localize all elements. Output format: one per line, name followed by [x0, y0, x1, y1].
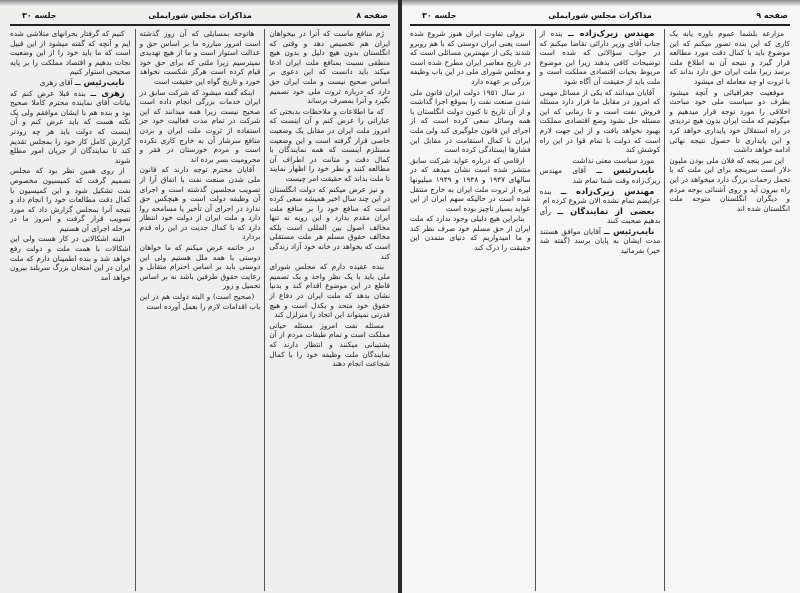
- header-rule: [410, 24, 790, 26]
- paragraph: [540, 187, 661, 206]
- paragraph-text: آقایان میدانند که یکی از مسائل مهمی که امروز در مقابل ما قرار دارد مسئله فروش نفت است و تا زمانی که این مسئله حل نشود وضع اقتصادی مملکت بهبود نخواهد یافت و از این جهت لازم است که دولت با تمام قوا در این راه کوشش کند: [539, 87, 661, 155]
- speaker-name: مهندس زیرک‌زاده ــ: [568, 29, 655, 38]
- paragraph-text: این سر پنجه که فلان ملی بودن ملیون دلار است سرپنجه برای این ملت که با تحمل زحمات بزرگ دارد میخواهد در این راه بیرون آید و روی آشنائی بوجه مردم و دیگران انگلستان متوجه ملت انگلستان شده اند: [669, 155, 790, 213]
- paragraph-text: و نیز عرض میکنم که دولت انگلستان در این چند سال اخیر همیشه سعی کرده است که منافع خود را بر منافع ملت ایران مقدم بدارد و این رویه نه تنها مخالف اصول بین المللی است بلکه مخالف حقوق مسلم هر ملت مستقلی است که بخواهد در خانه خود آزاد زندگی کند: [269, 184, 390, 261]
- paragraph-text: موقعیت جغرافیائی و آنچه میشود بطرف دو سیاست ملی خود مباحث اخلاقی را مورد توجه قرار میدهیم و میگوئیم که ملت ایران بدون هیچ تردیدی در راه استقلال خود پایداری خواهد کرد و این پایداری تا حصول نتیجه نهائی ادامه خواهد داشت: [669, 87, 790, 155]
- paragraph-text: که ما اطلاعات و ملاحظات بدبختی که عباراتی را عرض کنم و آن اینست که امروز ملت ایران در مقابل یک وضعیت خاصی قرار گرفته است و این وضعیت مستلزم اینست که همه نمایندگان با کمال دقت و متانت در اطراف آن مطالعه کنند و نظر خود را اظهار نمایند تا ملت بداند که حقیقت امر چیست: [269, 106, 390, 183]
- paragraph: [140, 243, 261, 291]
- text-column: [264, 29, 394, 591]
- scan-edge: [400, 0, 800, 6]
- paragraph: [140, 29, 261, 87]
- paragraph: [269, 321, 390, 369]
- paragraph-text: بنده از جناب آقای وزیر دارائی تقاضا میکنم که در جواب سؤالاتی که شده است توضیحات کافی بدهند زیرا این موضوع مربوط بحیات اقتصادی مملکت است و ملت باید از حقیقت آن آگاه شود: [539, 29, 661, 86]
- paragraph: [140, 292, 261, 311]
- paragraph-text: نزولی تفاوت ایران هنوز شروع شده است یعنی ایران دوستی که با هم روبرو شدند یکی از مهمترین مسائلی است که در تاریخ معاصر ایران مطرح شده است و مجلس شورای ملی در این باب وظیفه بزرگی بر عهده دارد: [409, 29, 531, 86]
- paragraph: [669, 88, 790, 155]
- right-page: [400, 0, 800, 593]
- paragraph-text: بنابراین هیچ دلیلی وجود ندارد که ملت ایران از حق مسلم خود صرف نظر کند و ما امیدواریم که دنیای متمدن این حقیقت را درک کند: [409, 214, 531, 253]
- paragraph: [540, 88, 661, 155]
- text-column: [6, 29, 135, 591]
- running-title: مذاکرات مجلس شورایملی: [148, 11, 252, 20]
- paragraph: [140, 165, 261, 242]
- paragraph: [10, 78, 131, 88]
- paragraph: [269, 262, 390, 320]
- paragraph-text: آقای زهری: [39, 77, 73, 87]
- paragraph-text: رأی بدهیم صحبت کنند: [539, 206, 661, 226]
- paragraph: [410, 88, 531, 155]
- paragraph-text: بنده عقیده دارم که مجلس شورای ملی باید با یک نظر واحد و یک تصمیم قاطع در این موضوع اقدام کند و بدنیا نشان بدهد که ملت ایران در دفاع از حقوق خود متحد و یکدل است و هیچ قدرتی نمیتواند این اتحاد را متزلزل کند: [269, 262, 390, 320]
- paragraph: [669, 156, 790, 214]
- running-title: مذاکرات مجلس شورایملی: [548, 11, 652, 20]
- paragraph: [10, 29, 131, 77]
- paragraph-text: در خاتمه عرض میکنم که ما خواهان دوستی با همه ملل هستیم ولی این دوستی باید بر اساس احترام متقابل و رعایت حقوق طرفین باشد نه بر اساس تحمیل و زور: [139, 243, 261, 291]
- paragraph-text: از روی همین نظر بود که مجلس تصمیم گرفت که کمیسیون مخصوص نفت تشکیل شود و این کمیسیون با کمال دقت مطالعات خود را انجام داد و نتیجه آنرا بمجلس گزارش داد که مورد تصویب قرار گرفت و امروز ما در مرحله اجرای آن هستیم: [9, 166, 131, 233]
- paragraph-text: البته اشکالاتی در کار هست ولی این اشکالات با همت ملت و دولت رفع خواهد شد و بنده اطمینان دارم که ملت ایران در این امتحان بزرگ سربلند بیرون خواهد آمد: [9, 234, 131, 282]
- paragraph: [540, 207, 661, 226]
- page-header: [8, 9, 392, 23]
- speaker-name: زهری ــ: [90, 87, 125, 98]
- paragraph: [269, 185, 390, 262]
- paragraph-text: بنده عرایضم تمام نشده الان شروع کرده ام: [539, 186, 661, 206]
- paragraph: [410, 156, 531, 214]
- session-number: جلسه ۳۰: [22, 11, 57, 20]
- speaker-name: نایب‌رئیس ــ: [596, 165, 655, 176]
- text-columns: [406, 29, 794, 591]
- paragraph: [140, 88, 261, 165]
- paragraph: [540, 29, 661, 87]
- paragraph-text: مسئله نفت امروز مسئله حیاتی مملکت است و تمام طبقات مردم از آن پشتیبانی میکنند و انتظار دارند که نمایندگان ملت وظیفه خود را با کمال شجاعت انجام دهند: [269, 320, 390, 369]
- paragraph: [269, 107, 390, 184]
- paragraph: [269, 29, 390, 106]
- paragraph-text: ارقامی که درباره عواید شرکت سابق منتشر شده است نشان میدهد که در سالهای ۱۹۴۷ و ۱۹۴۸ و ۱۹۴۹ میلیونها لیره از ثروت ملت ایران به خارج منتقل شده است در حالیکه سهم ایران از این عواید بسیار ناچیز بوده است: [409, 155, 531, 213]
- text-columns: [6, 29, 394, 591]
- session-number: جلسه ۳۰: [422, 11, 457, 20]
- paragraph: [540, 227, 661, 256]
- text-column: [135, 29, 265, 591]
- page-number: صفحه ۸: [356, 11, 388, 20]
- paragraph-text: ژم منافع ماست که آنرا در بیخواهان ایران هم تخصیص دهد و وقتی که انگلستان بدون هیچ دلیل و بدون هیچ منطقی نسبت بمنافع ملت ایران ادعا میکند باید دانست که این دعوی بر اساس صحیح نیست و ملت ایران حق دارد که درباره ثروت ملی خود تصمیم بگیرد و آنرا بمصرف برساند: [269, 29, 390, 106]
- paragraph: [669, 29, 790, 87]
- paragraph: [410, 214, 531, 252]
- paragraph: [10, 166, 131, 233]
- speaker-name: مهندس زیرک‌زاده ــ: [560, 185, 655, 196]
- paragraph-text: هاتوجه بمسایلی که آن روز گذشته است امروز مبارزه ما بر اساس حق و عدالت استوار است و ما از هیچ تهدیدی نمیترسیم زیرا ملتی که برای حق خود قیام کرده است هرگز شکست نخواهد خورد و تاریخ گواه این حقیقت است: [139, 29, 261, 86]
- scan-edge: [0, 0, 400, 6]
- paragraph-text: (صحیح است) و البته دولت هم در این باب اقدامات لازم را بعمل آورده است: [139, 292, 261, 311]
- paragraph-text: آقایان محترم توجه دارند که قانون ملی شدن صنعت نفت با اتفاق آرا از تصویب مجلسین گذشته است و اجرای آن وظیفه دولت است و هیچکس حق ندارد در اجرای آن تأخیر یا مسامحه روا دارد و ملت ایران از دولت خود انتظار دارد که با کمال جدیت در این راه قدم بردارد: [139, 165, 261, 242]
- text-column: [664, 29, 794, 591]
- paragraph-text: مورد سیاست معنی نداشت: [572, 155, 655, 165]
- speaker-name: نایب‌رئیس ــ: [74, 76, 125, 87]
- page-header: [408, 9, 792, 23]
- paragraph-text: اینکه گفته میشود که شرکت سابق در ایران خدمات بزرگی انجام داده است صحیح نیست زیرا همه میدانند که این شرکت در تمام مدت فعالیت خود جز استفاده از ثروت ملت ایران و بردن منافع سرشار آن به خارج کاری نکرده است و مردم خوزستان در فقر و محرومیت بسر برده اند: [139, 87, 261, 164]
- speaker-name: نایب‌رئیس ــ: [603, 225, 655, 236]
- paragraph: [540, 156, 661, 166]
- paragraph: [10, 234, 131, 282]
- paragraph: [10, 89, 131, 166]
- speaker-name: بعضی از نمایندگان ــ: [557, 205, 655, 216]
- paragraph-text: در سال ۱۹۵۱ دولت ایران قانون ملی شدن صنعت نفت را بموقع اجرا گذاشت و از آن تاریخ تا کنون دولت انگلستان با همه وسائل سعی کرده است که از اجرای این قانون جلوگیری کند ولی ملت ایران با کمال استقامت در مقابل این فشارها ایستادگی کرده است: [409, 87, 531, 155]
- page-gutter: [398, 0, 402, 593]
- page-number: صفحه ۹: [756, 11, 788, 20]
- text-column: [406, 29, 535, 591]
- header-rule: [10, 24, 390, 26]
- paragraph-text: مزارعه بلشما عموم باوره یابه یک کاری که این بنده تصور میکنم که این موضوع باید با کمال دقت مورد مطالعه قرار گیرد و نتیجه آن به اطلاع ملت برسد زیرا ملت ایران حق دارد بداند که با ثروت او چه معامله ای میشود: [669, 29, 790, 86]
- text-column: [535, 29, 665, 591]
- paragraph-text: آقای مهندس زیرک‌زاده وقت شما تمام شد: [539, 166, 661, 185]
- paragraph: [410, 29, 531, 87]
- paragraph: [540, 166, 661, 185]
- paragraph-text: آقایان موافق هستند مدت ایشان به پایان برسد (گفته شد خیر) بفرمائید: [539, 226, 661, 256]
- paragraph-text: کنیم که گرفتار بحرانهای متلاشی شده ایم و آنچه که گفته میشود از این قبیل است که ما باید خود را از این وضعیت نجات بدهیم و اقتصاد مملکت را بر پایه صحیحی استوار کنیم: [9, 29, 131, 77]
- paragraph-text: بنده قبلا عرض کنم که بیانات آقای نماینده محترم کاملا صحیح بود و بنده هم با ایشان موافقم ولی یک نکته هست که باید عرض کنم و آن اینست که دولت باید هر چه زودتر گزارش کامل کار خود را بمجلس تقدیم کند تا نمایندگان از جریان امور مطلع شوند: [9, 88, 131, 165]
